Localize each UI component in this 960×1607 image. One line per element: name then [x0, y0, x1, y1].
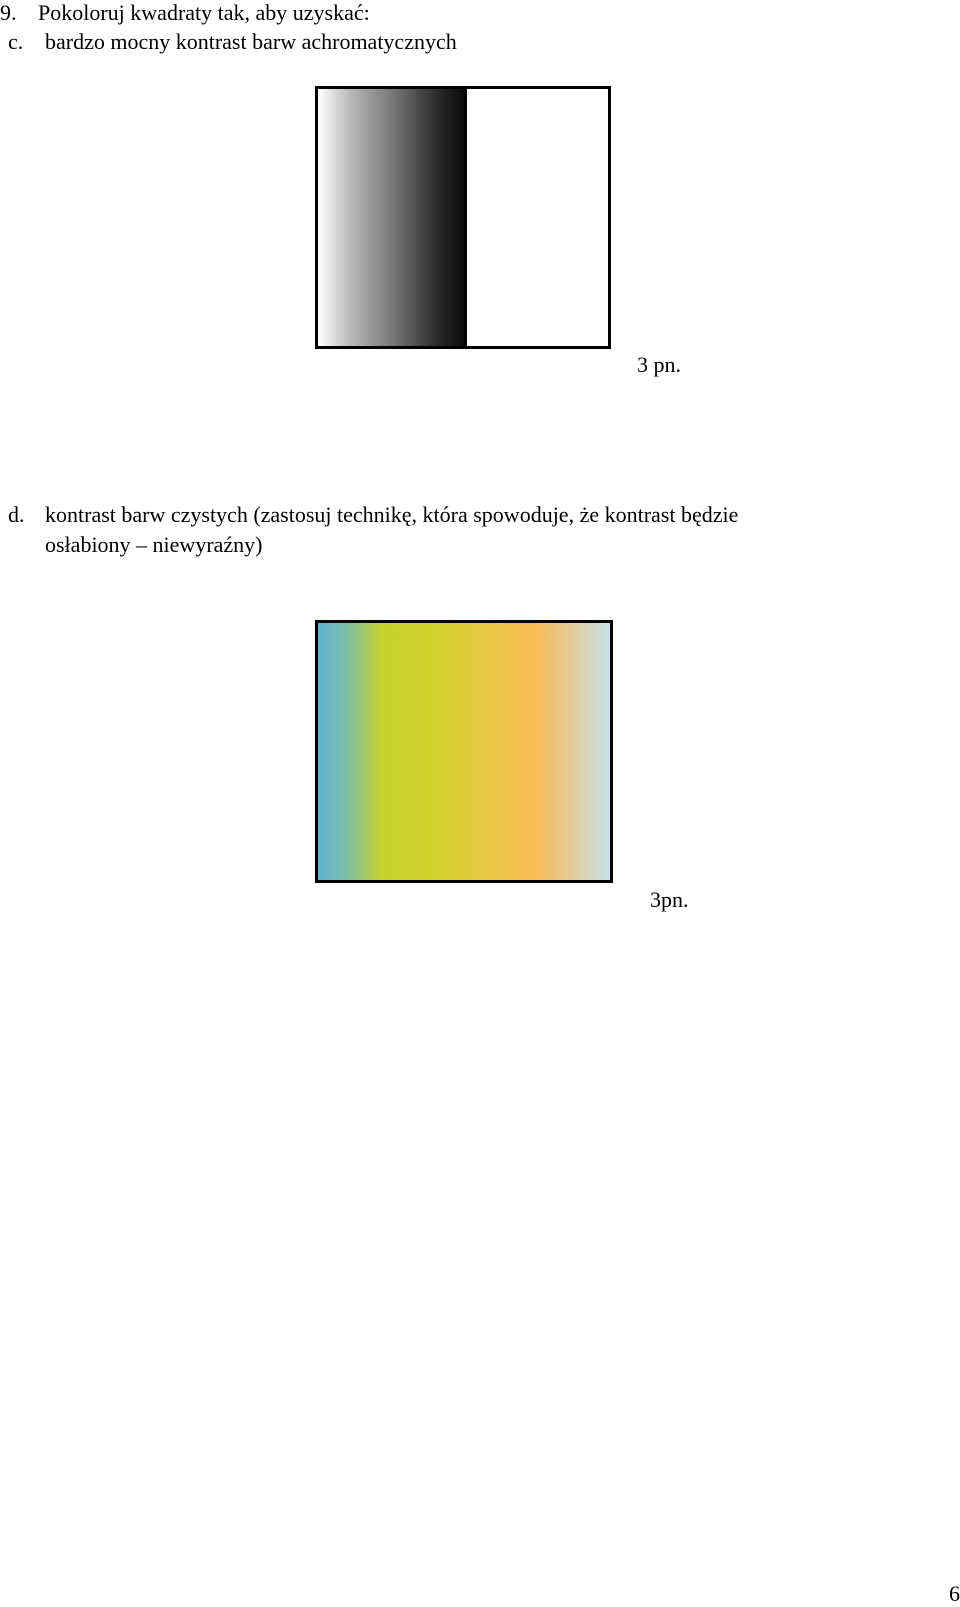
pure-colors-contrast-square	[315, 620, 613, 883]
item-d-text-line2: osłabiony – niewyraźny)	[45, 532, 263, 557]
item-c-letter: c.	[8, 29, 24, 54]
item-d-heading-cont	[0, 532, 600, 558]
item-d-heading	[0, 502, 960, 528]
task-heading	[0, 0, 600, 26]
task-instruction: Pokoloruj kwadraty tak, aby uzyskać:	[38, 0, 370, 25]
task-number: 9.	[0, 0, 17, 25]
black-white-gradient-half	[318, 89, 464, 346]
item-d-points: 3pn.	[650, 887, 689, 912]
item-d-text-line1: kontrast barw czystych (zastosuj technikę, która spowoduje, że kontrast będzie	[45, 502, 739, 527]
white-half	[467, 89, 608, 346]
item-c-text: bardzo mocny kontrast barw achromatycznych	[45, 29, 457, 54]
page-number: 6	[949, 1581, 960, 1606]
item-c-points: 3 pn.	[637, 352, 681, 377]
achromatic-contrast-square	[315, 86, 611, 349]
item-d-letter: d.	[8, 502, 25, 527]
item-c-heading	[0, 29, 600, 55]
